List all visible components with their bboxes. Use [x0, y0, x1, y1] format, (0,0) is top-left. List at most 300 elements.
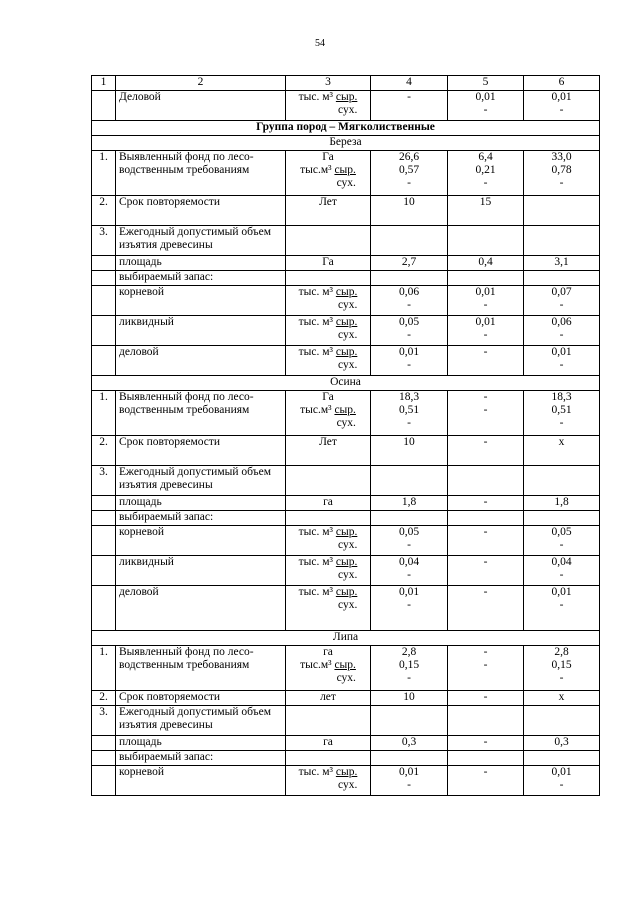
table-row [92, 556, 600, 586]
value-cell [371, 391, 448, 436]
value-cell [524, 391, 600, 436]
unit-cell [286, 751, 371, 766]
value-cell [448, 466, 524, 496]
value-line: - [483, 329, 488, 341]
value-cell [524, 556, 600, 586]
row-label: корневой [116, 526, 286, 556]
table-body [92, 76, 600, 796]
header-cell: 4 [371, 76, 448, 91]
unit-underlined: сыр. [335, 586, 358, 598]
table-row [92, 256, 600, 271]
value-cell [524, 751, 600, 766]
value-cell [448, 226, 524, 256]
value-line: - [407, 329, 411, 341]
value-line: - [407, 599, 411, 611]
unit-cell: га [286, 496, 371, 511]
value-cell [371, 586, 448, 631]
unit-line [300, 404, 356, 416]
unit-block [299, 91, 358, 117]
unit-cell [286, 556, 371, 586]
row-label: площадь [116, 736, 286, 751]
value-line: - [407, 417, 411, 429]
value-line: 0,04 [398, 556, 420, 568]
value-line: 0,15 [551, 659, 572, 671]
unit-cell [286, 391, 371, 436]
row-number [92, 766, 116, 796]
value-line: 0,01 [475, 286, 496, 298]
value-cell: 3,1 [524, 256, 600, 271]
unit-cell [286, 271, 371, 286]
unit-block [300, 164, 356, 190]
unit-cell [286, 526, 371, 556]
unit-cell [286, 316, 371, 346]
row-number: 2. [92, 436, 116, 466]
value-line: 0,51 [398, 404, 420, 416]
table-row [92, 496, 600, 511]
value-cell [371, 286, 448, 316]
value-cell [524, 706, 600, 736]
value-line: 0,78 [551, 164, 572, 176]
row-number [92, 511, 116, 526]
value-cell [448, 151, 524, 196]
table-row [92, 151, 600, 196]
row-label: ликвидный [116, 556, 286, 586]
value-cell [371, 646, 448, 691]
table-row [92, 376, 600, 391]
unit-line [299, 91, 358, 103]
value-cell: 10 [371, 691, 448, 706]
value-cell [524, 286, 600, 316]
row-label: Срок повторяемости [116, 196, 286, 226]
table-row [92, 646, 600, 691]
row-number: 2. [92, 691, 116, 706]
unit-text: тыс. м³ [298, 346, 336, 358]
row-label: Ежегодный допустимый объем изъятия древесины [116, 226, 286, 256]
value-cell [371, 526, 448, 556]
value-cell [524, 346, 600, 376]
value-line: - [407, 359, 411, 371]
unit-line [299, 766, 358, 778]
value-line: - [559, 359, 564, 371]
value-cell: 2,7 [371, 256, 448, 271]
table-row [92, 91, 600, 121]
row-number [92, 751, 116, 766]
table-row [92, 706, 600, 736]
row-label: корневой [116, 766, 286, 796]
value-cell [371, 766, 448, 796]
row-label: выбираемый запас: [116, 511, 286, 526]
row-label: площадь [116, 256, 286, 271]
value-cell [448, 391, 524, 436]
value-line: - [483, 556, 488, 568]
row-number [92, 736, 116, 751]
unit-line: Га [322, 391, 334, 403]
value-line: 0,05 [398, 316, 420, 328]
unit-block [299, 316, 358, 342]
row-number [92, 316, 116, 346]
unit-block [300, 404, 356, 430]
unit-cell: Га [286, 256, 371, 271]
value-cell [371, 226, 448, 256]
unit-text: тыс. м³ [298, 286, 336, 298]
value-line: - [483, 586, 488, 598]
value-line: 0,06 [551, 316, 572, 328]
value-cell [524, 646, 600, 691]
value-cell [371, 346, 448, 376]
value-line: - [407, 569, 411, 581]
table-row [92, 691, 600, 706]
value-cell [524, 196, 600, 226]
table-row [92, 271, 600, 286]
value-line: 0,05 [398, 526, 420, 538]
unit-underlined: сыр. [335, 556, 358, 568]
table-row [92, 526, 600, 556]
forest-table [91, 75, 600, 796]
row-number [92, 346, 116, 376]
value-cell [371, 556, 448, 586]
value-cell [371, 151, 448, 196]
value-cell [448, 706, 524, 736]
row-number: 1. [92, 391, 116, 436]
row-label: Деловой [116, 91, 286, 121]
unit-underlined: сыр. [334, 659, 356, 671]
value-cell: 0,3 [371, 736, 448, 751]
unit-text: тыс.м³ [300, 164, 335, 176]
value-line: 0,05 [551, 526, 572, 538]
value-line: - [407, 299, 411, 311]
value-line: - [483, 404, 488, 416]
value-line: - [483, 766, 488, 778]
value-cell: 1,8 [524, 496, 600, 511]
unit-line [300, 164, 356, 176]
value-cell [448, 751, 524, 766]
value-line: 0,04 [551, 556, 572, 568]
value-line: 0,21 [475, 164, 496, 176]
unit-cell [286, 91, 371, 121]
value-line: - [559, 299, 564, 311]
row-number [92, 526, 116, 556]
value-line: - [407, 779, 411, 791]
unit-bottom: сух. [338, 329, 358, 341]
unit-cell [286, 511, 371, 526]
table-row [92, 586, 600, 631]
value-cell [371, 466, 448, 496]
row-number [92, 556, 116, 586]
value-cell [448, 346, 524, 376]
unit-cell [286, 466, 371, 496]
value-line: 0,01 [551, 586, 572, 598]
unit-block [300, 659, 356, 685]
unit-text: тыс.м³ [300, 659, 335, 671]
table-row [92, 751, 600, 766]
unit-line [299, 556, 358, 568]
value-cell [448, 526, 524, 556]
unit-cell [286, 346, 371, 376]
table-row [92, 391, 600, 436]
unit-block [299, 346, 358, 372]
row-number: 1. [92, 151, 116, 196]
value-cell [448, 91, 524, 121]
unit-cell [286, 151, 371, 196]
row-number: 3. [92, 706, 116, 736]
unit-block [299, 586, 358, 612]
value-cell: - [448, 496, 524, 511]
table-row [92, 436, 600, 466]
value-line: - [559, 599, 564, 611]
value-line: 0,06 [398, 286, 420, 298]
value-line: - [559, 569, 564, 581]
value-line: 6,4 [478, 151, 493, 163]
value-line: - [407, 91, 411, 103]
value-cell [371, 316, 448, 346]
row-number [92, 586, 116, 631]
value-cell [448, 286, 524, 316]
value-cell [448, 766, 524, 796]
unit-bottom: сух. [338, 599, 358, 611]
header-row [92, 76, 600, 91]
unit-cell [286, 646, 371, 691]
row-number [92, 271, 116, 286]
unit-cell [286, 586, 371, 631]
table-row [92, 121, 600, 136]
unit-underlined: сыр. [335, 316, 358, 328]
value-cell: 15 [448, 196, 524, 226]
unit-text: тыс. м³ [298, 586, 336, 598]
value-cell: - [448, 436, 524, 466]
row-label: Выявленный фонд по лесо-водственным требованиям [116, 391, 286, 436]
unit-underlined: сыр. [334, 164, 356, 176]
row-label: деловой [116, 586, 286, 631]
page-number: 54 [315, 38, 325, 49]
unit-block [299, 286, 358, 312]
unit-underlined: сыр. [334, 404, 356, 416]
unit-line [299, 316, 358, 328]
value-line: 18,3 [551, 391, 572, 403]
unit-block [299, 556, 358, 582]
unit-text: тыс. м³ [298, 556, 336, 568]
unit-line [299, 526, 358, 538]
unit-cell: Лет [286, 436, 371, 466]
value-line: - [559, 417, 564, 429]
value-cell [448, 556, 524, 586]
value-line: 2,8 [401, 646, 417, 658]
row-number [92, 256, 116, 271]
unit-bottom: сух. [338, 299, 358, 311]
row-number: 3. [92, 466, 116, 496]
value-line: - [559, 779, 564, 791]
unit-bottom: сух. [338, 539, 358, 551]
value-line: - [483, 177, 488, 189]
value-cell [524, 586, 600, 631]
value-line: 26,6 [398, 151, 420, 163]
value-cell [524, 466, 600, 496]
value-line: 0,15 [398, 659, 420, 671]
group-heading: Группа пород – Мягколиственные [92, 121, 600, 136]
table-row [92, 346, 600, 376]
table-row [92, 766, 600, 796]
value-line: - [559, 104, 564, 116]
value-line: 0,01 [398, 766, 420, 778]
value-line: - [407, 672, 411, 684]
value-line: - [483, 526, 488, 538]
value-cell: - [448, 736, 524, 751]
unit-line [299, 286, 358, 298]
value-line: 0,01 [475, 316, 496, 328]
value-line: - [559, 672, 564, 684]
species-heading: Береза [92, 136, 600, 151]
unit-cell [286, 706, 371, 736]
value-cell: 1,8 [371, 496, 448, 511]
unit-bottom: сух. [336, 177, 356, 189]
value-line: 33,0 [551, 151, 572, 163]
row-number: 3. [92, 226, 116, 256]
value-cell: х [524, 691, 600, 706]
unit-cell [286, 226, 371, 256]
value-line: - [559, 329, 564, 341]
value-cell [371, 271, 448, 286]
value-line: 0,01 [551, 766, 572, 778]
unit-cell: га [286, 736, 371, 751]
value-line: - [483, 104, 488, 116]
row-number [92, 496, 116, 511]
row-number [92, 286, 116, 316]
value-cell [448, 586, 524, 631]
value-cell: 10 [371, 196, 448, 226]
unit-underlined: сыр. [335, 91, 358, 103]
row-label: выбираемый запас: [116, 271, 286, 286]
value-line: - [483, 346, 488, 358]
row-label: площадь [116, 496, 286, 511]
value-cell [524, 316, 600, 346]
table-row [92, 136, 600, 151]
value-line: 0,01 [475, 91, 496, 103]
unit-line: га [323, 646, 333, 658]
value-cell [524, 271, 600, 286]
row-label: выбираемый запас: [116, 751, 286, 766]
value-line: - [483, 646, 488, 658]
row-label: Срок повторяемости [116, 691, 286, 706]
value-line: 0,51 [551, 404, 572, 416]
header-cell: 5 [448, 76, 524, 91]
value-line: 2,8 [554, 646, 569, 658]
unit-cell [286, 286, 371, 316]
unit-underlined: сыр. [335, 286, 358, 298]
row-label: деловой [116, 346, 286, 376]
unit-bottom: сух. [338, 779, 358, 791]
row-label: Ежегодный допустимый объем изъятия древесины [116, 706, 286, 736]
row-label: Выявленный фонд по лесо-водственным требованиям [116, 151, 286, 196]
value-cell [448, 316, 524, 346]
table-row [92, 631, 600, 646]
value-line: - [559, 539, 564, 551]
value-cell [371, 706, 448, 736]
row-label: Ежегодный допустимый объем изъятия древесины [116, 466, 286, 496]
value-cell: 10 [371, 436, 448, 466]
unit-bottom: сух. [336, 672, 356, 684]
value-line: 18,3 [398, 391, 420, 403]
value-cell [448, 511, 524, 526]
row-label: Срок повторяемости [116, 436, 286, 466]
header-cell: 2 [116, 76, 286, 91]
value-line: 0,01 [551, 91, 572, 103]
value-line: - [559, 177, 564, 189]
value-cell [371, 751, 448, 766]
unit-cell: Лет [286, 196, 371, 226]
table-row [92, 286, 600, 316]
unit-text: тыс. м³ [298, 526, 336, 538]
unit-underlined: сыр. [335, 526, 358, 538]
unit-bottom: сух. [338, 359, 358, 371]
value-line: - [483, 391, 488, 403]
value-line: - [483, 659, 488, 671]
unit-line [299, 346, 358, 358]
value-line: - [407, 177, 411, 189]
value-cell [524, 526, 600, 556]
species-heading: Осина [92, 376, 600, 391]
value-line: 0,01 [398, 346, 420, 358]
row-label: ликвидный [116, 316, 286, 346]
table-row [92, 736, 600, 751]
header-cell: 1 [92, 76, 116, 91]
row-number [92, 91, 116, 121]
value-cell: х [524, 436, 600, 466]
unit-cell: лет [286, 691, 371, 706]
value-cell [524, 226, 600, 256]
unit-block [299, 766, 358, 792]
unit-text: тыс. м³ [298, 316, 336, 328]
unit-text: тыс.м³ [300, 404, 335, 416]
value-cell [371, 511, 448, 526]
unit-line [299, 586, 358, 598]
header-cell: 3 [286, 76, 371, 91]
species-heading: Липа [92, 631, 600, 646]
unit-text: тыс. м³ [298, 766, 336, 778]
unit-bottom: сух. [336, 417, 356, 429]
table-row [92, 316, 600, 346]
unit-bottom: сух. [338, 569, 358, 581]
value-cell: - [448, 691, 524, 706]
value-cell [448, 271, 524, 286]
unit-line [300, 659, 356, 671]
row-number: 2. [92, 196, 116, 226]
table-row [92, 226, 600, 256]
value-line: - [407, 539, 411, 551]
unit-underlined: сыр. [335, 346, 358, 358]
value-cell: 0,3 [524, 736, 600, 751]
value-line: 0,07 [551, 286, 572, 298]
row-label: Выявленный фонд по лесо-водственным требованиям [116, 646, 286, 691]
table-row [92, 511, 600, 526]
value-cell [524, 91, 600, 121]
row-number: 1. [92, 646, 116, 691]
value-cell [371, 91, 448, 121]
value-line: 0,01 [398, 586, 420, 598]
unit-block [299, 526, 358, 552]
unit-underlined: сыр. [335, 766, 358, 778]
value-cell [448, 646, 524, 691]
value-line: - [483, 299, 488, 311]
value-line: 0,57 [398, 164, 420, 176]
value-cell [524, 766, 600, 796]
unit-bottom: сух. [338, 104, 358, 116]
value-cell [524, 151, 600, 196]
table-row [92, 466, 600, 496]
row-label: корневой [116, 286, 286, 316]
unit-cell [286, 766, 371, 796]
unit-line: Га [322, 151, 334, 163]
unit-text: тыс. м³ [298, 91, 336, 103]
header-cell: 6 [524, 76, 600, 91]
